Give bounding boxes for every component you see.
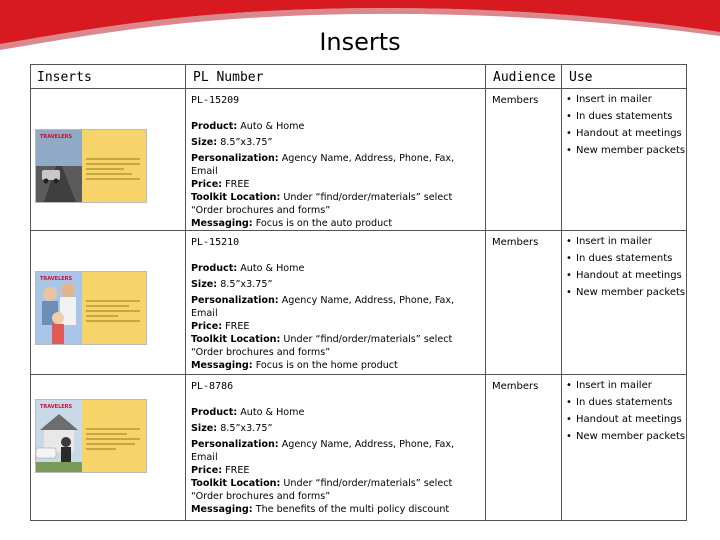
product-value: Auto & Home — [240, 407, 305, 418]
toolkit-value: Under “find/order/materials” select “Order brochures and forms” — [191, 192, 453, 216]
messaging-value: The benefits of the multi policy discount — [255, 504, 450, 515]
messaging-value: Focus is on the auto product — [255, 218, 393, 229]
car-road-thumbnail — [35, 129, 147, 203]
use-item: • Handout at meetings — [566, 128, 682, 139]
insert-thumbnail-cell — [31, 375, 186, 521]
header-audience: Audience — [486, 65, 562, 89]
thumbnail-text-lines — [86, 428, 140, 453]
toolkit-value: Under “find/order/materials” select “Order brochures and forms” — [191, 478, 453, 502]
use-item: • In dues statements — [566, 397, 673, 408]
personalization-value: Agency Name, Address, Phone, Fax, Email — [191, 153, 455, 177]
personalization-value: Agency Name, Address, Phone, Fax, Email — [191, 295, 455, 319]
audience-cell: Members — [486, 375, 562, 521]
travelers-logo: TRAVELERS — [40, 404, 73, 410]
insert-description: Product: Auto & Home Size: 8.5”x3.75” Personalization: Agency Name, Address, Phone, Fax, Email Price: FREE Toolkit Location: Under “find/order/materials” select “Order brochures and forms” Messaging: Focus is on the home product — [191, 263, 455, 371]
pl-details-cell — [186, 89, 486, 231]
family-thumbnail — [35, 271, 147, 345]
house-car-thumbnail — [35, 399, 147, 473]
use-item: • New member packets — [566, 431, 686, 442]
header-use: Use — [562, 65, 687, 89]
header-inserts: Inserts — [31, 65, 186, 89]
price-value: FREE — [225, 321, 250, 332]
product-value: Auto & Home — [240, 263, 305, 274]
house-car-photo-icon — [36, 400, 82, 472]
table-row — [31, 89, 687, 231]
use-item: • In dues statements — [566, 253, 673, 264]
insert-thumbnail-cell — [31, 231, 186, 375]
pl-details-cell — [186, 231, 486, 375]
audience-cell: Members — [486, 89, 562, 231]
thumbnail-text-lines — [86, 300, 140, 325]
use-item: • New member packets — [566, 287, 686, 298]
use-item: • In dues statements — [566, 111, 673, 122]
use-item: • Insert in mailer — [566, 94, 652, 105]
insert-description: Product: Auto & Home Size: 8.5”x3.75” Personalization: Agency Name, Address, Phone, Fax, Email Price: FREE Toolkit Location: Under “find/order/materials” select “Order brochures and forms” Messaging: The benefits of the multi policy discount — [191, 407, 455, 515]
pl-number: PL-8786 — [191, 381, 234, 392]
page-title: Inserts — [319, 28, 401, 56]
use-item: • Insert in mailer — [566, 380, 652, 391]
table-row — [31, 231, 687, 375]
use-cell — [562, 375, 687, 521]
pl-details-cell — [186, 375, 486, 521]
size-value: 8.5”x3.75” — [220, 423, 273, 434]
size-value: 8.5”x3.75” — [220, 137, 273, 148]
insert-description: Product: Auto & Home Size: 8.5”x3.75” Personalization: Agency Name, Address, Phone, Fax, Email Price: FREE Toolkit Location: Under “find/order/materials” select “Order brochures and forms” Messaging: Focus is on the auto product — [191, 121, 455, 229]
toolkit-value: Under “find/order/materials” select “Order brochures and forms” — [191, 334, 453, 358]
table-header-row — [31, 65, 687, 89]
use-item: • Insert in mailer — [566, 236, 652, 247]
table-row — [31, 375, 687, 521]
travelers-logo: TRAVELERS — [40, 134, 73, 140]
use-cell — [562, 231, 687, 375]
use-cell — [562, 89, 687, 231]
audience-cell: Members — [486, 231, 562, 375]
price-value: FREE — [225, 179, 250, 190]
car-photo-icon — [36, 130, 82, 202]
insert-thumbnail-cell — [31, 89, 186, 231]
family-photo-icon — [36, 272, 82, 344]
thumbnail-text-lines — [86, 158, 140, 183]
use-item: • Handout at meetings — [566, 414, 682, 425]
messaging-value: Focus is on the home product — [255, 360, 398, 371]
product-value: Auto & Home — [240, 121, 305, 132]
inserts-table — [30, 64, 687, 521]
pl-number: PL-15210 — [191, 237, 240, 248]
price-value: FREE — [225, 465, 250, 476]
size-value: 8.5”x3.75” — [220, 279, 273, 290]
use-item: • Handout at meetings — [566, 270, 682, 281]
travelers-logo: TRAVELERS — [40, 276, 73, 282]
use-item: • New member packets — [566, 145, 686, 156]
personalization-value: Agency Name, Address, Phone, Fax, Email — [191, 439, 455, 463]
pl-number: PL-15209 — [191, 95, 240, 106]
header-pl-number: PL Number — [186, 65, 486, 89]
